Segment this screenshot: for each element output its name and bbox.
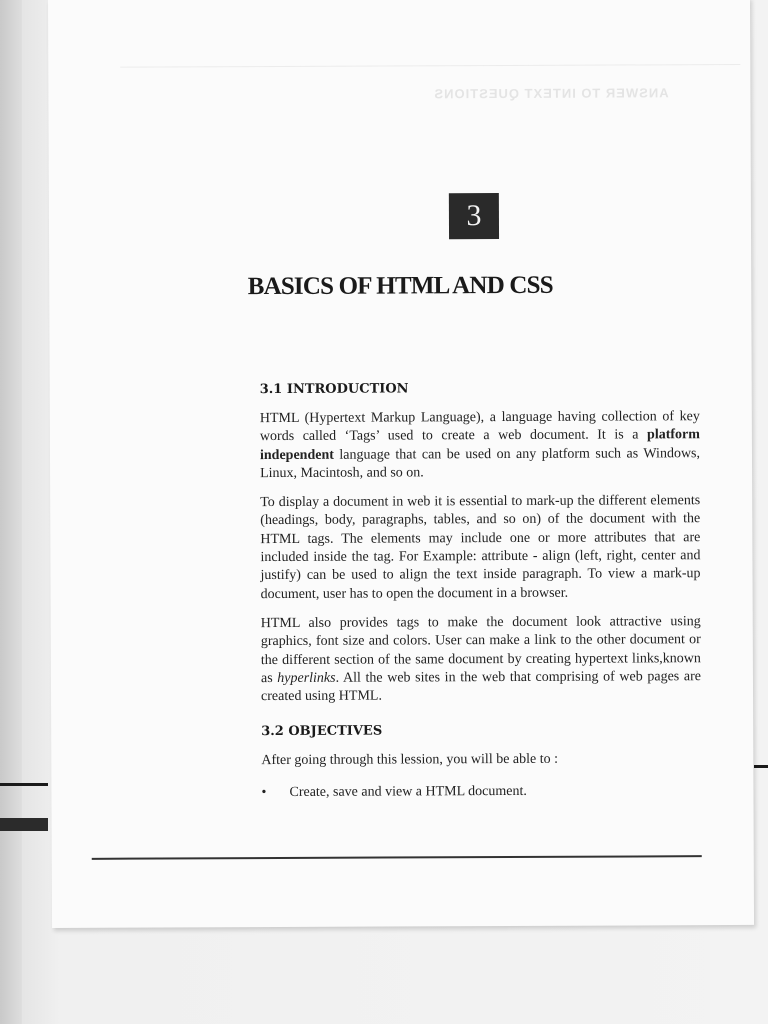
paragraph-text: . All the web sites in the web that comprising of web pages are created using HTML. — [261, 669, 701, 705]
paragraph-intro-2: To display a document in web it is essential to mark-up the different elements (headings, body, paragraphs, tables, and so on) of the document with the HTML tags. The elements may include one or more attributes that are included inside the tag. For Example: attribute - align (left, right, center and justify) can be used to align the text inside paragraph. To view a mark-up document, user has to open the document in a browser. — [260, 493, 701, 602]
bullet-icon: • — [261, 784, 267, 800]
paragraph-text: HTML also provides tags to make the document look attractive using graphics, font size and colors. User can make a link to the other document or the different section of the same document by creating hypertext links,known as — [260, 614, 701, 686]
italic-term: hyperlinks — [277, 670, 336, 686]
chapter-body — [260, 380, 702, 802]
paragraph-intro-3 — [261, 613, 701, 706]
bleed-through-text: ANSWER TO INTEXT QUESTIONS — [433, 85, 669, 102]
chapter-title: BASICS OF HTML AND CSS — [247, 271, 553, 301]
bleed-through-rule — [120, 64, 740, 68]
footer-rule — [92, 855, 702, 859]
book-binding-shadow — [0, 0, 22, 1024]
paragraph-text: language that can be used on any platform such as Windows, Linux, Macintosh, and so on. — [260, 445, 701, 481]
objectives-intro: After going through this lession, you will be able to : — [261, 752, 559, 769]
page-edge-mark — [0, 783, 48, 786]
chapter-number-badge: 3 — [449, 193, 499, 239]
paragraph-text: HTML (Hypertext Markup Language), a language having collection of key words called ‘Tags’ used to create a web document. It is a — [259, 409, 700, 445]
objectives-list — [261, 782, 701, 802]
section-heading-objectives: 3.2 OBJECTIVES — [261, 724, 383, 740]
page-edge-mark — [0, 818, 48, 831]
list-item-text: Create, save and view a HTML document. — [289, 783, 527, 800]
document-page — [48, 0, 754, 928]
paragraph-intro-1 — [260, 408, 700, 483]
page-edge-mark — [754, 765, 768, 768]
section-heading-introduction: 3.1 INTRODUCTION — [259, 381, 409, 398]
bold-term: platform independent — [259, 427, 700, 463]
list-item — [261, 782, 701, 802]
